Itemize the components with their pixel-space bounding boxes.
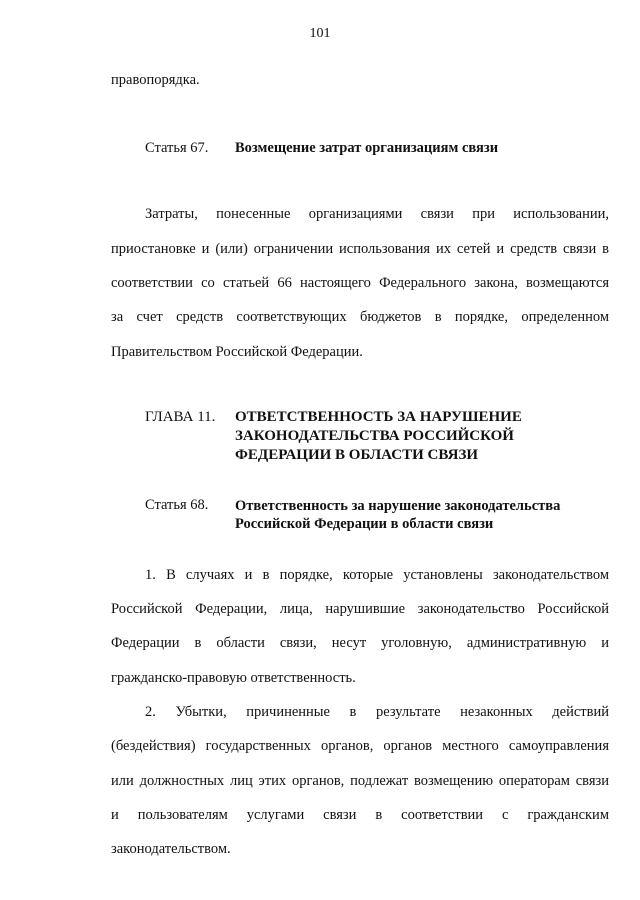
article-68-p1-line-4: гражданско-правовую ответственность. — [111, 670, 356, 686]
article-68-p2-line-5: законодательством. — [111, 841, 231, 857]
article-68-p2-line-3: или должностных лиц этих органов, подлежат возмещению операторам связи — [111, 773, 609, 789]
chapter-11-title-line-1: ОТВЕТСТВЕННОСТЬ ЗА НАРУШЕНИЕ — [235, 409, 522, 425]
article-67-title: Возмещение затрат организациям связи — [235, 140, 499, 156]
article-68-p2-line-1: 2. Убытки, причиненные в результате незаконных действий — [145, 704, 609, 720]
chapter-11-title-line-3: ФЕДЕРАЦИИ В ОБЛАСТИ СВЯЗИ — [235, 447, 479, 463]
article-67-line-5: Правительством Российской Федерации. — [111, 344, 363, 360]
article-68-title-line-1: Ответственность за нарушение законодательства — [235, 498, 561, 514]
article-68-p2-line-2: (бездействия) государственных органов, органов местного самоуправления — [111, 738, 609, 754]
article-67-line-2: приостановке и (или) ограничении использования их сетей и средств связи в — [111, 241, 609, 257]
article-68-p1-line-2: Российской Федерации, лица, нарушившие законодательство Российской — [111, 601, 609, 617]
article-68-p1-line-3: Федерации в области связи, несут уголовную, административную и — [111, 635, 609, 651]
article-68-p1-line-1: 1. В случаях и в порядке, которые установлены законодательством — [145, 567, 609, 583]
chapter-11-title-line-2: ЗАКОНОДАТЕЛЬСТВА РОССИЙСКОЙ — [235, 428, 514, 444]
article-67-line-1: Затраты, понесенные организациями связи при использовании, — [145, 206, 609, 222]
article-67-label: Статья 67. — [145, 140, 209, 156]
article-67-line-4: за счет средств соответствующих бюджетов в порядке, определенном — [111, 309, 609, 325]
article-68-title-line-2: Российской Федерации в области связи — [235, 516, 494, 532]
chapter-11-label: ГЛАВА 11. — [145, 409, 216, 425]
article-68-label: Статья 68. — [145, 497, 209, 513]
page-number: 101 — [309, 26, 331, 41]
article-67-line-3: соответствии со статьей 66 настоящего Федерального закона, возмещаются — [111, 275, 609, 291]
continued-line: правопорядка. — [111, 72, 200, 88]
article-68-p2-line-4: и пользователям услугами связи в соответствии с гражданским — [111, 807, 609, 823]
